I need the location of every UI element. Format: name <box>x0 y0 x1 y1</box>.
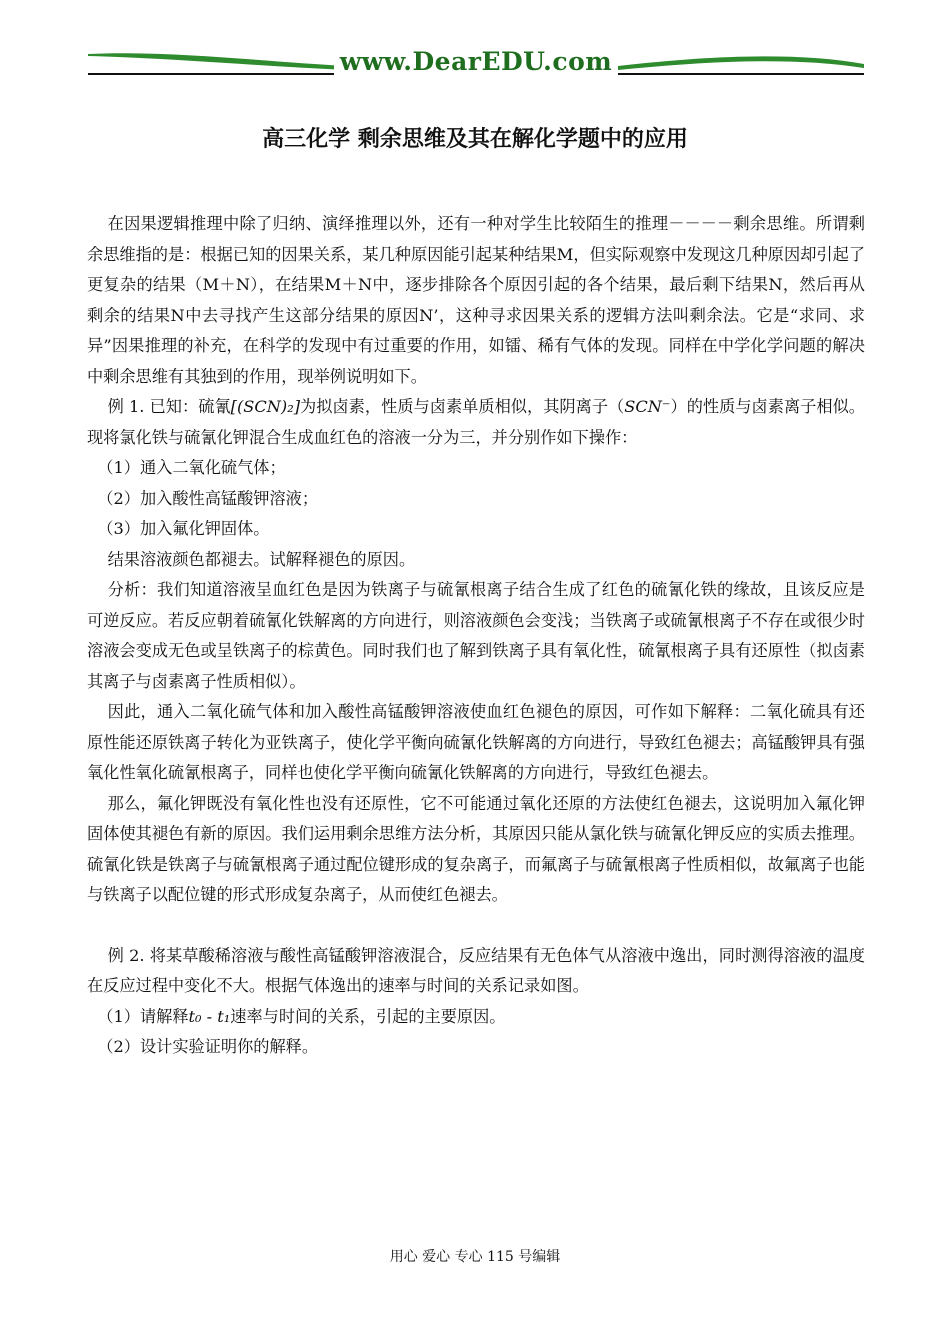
formula-thiocyanate-ion: SCN⁻ <box>624 397 671 416</box>
example1-explanation-1: 因此，通入二氧化硫气体和加入酸性高锰酸钾溶液使血红色褪色的原因，可作如下解释：二氧化硫具有还原性能还原铁离子转化为亚铁离子，使化学平衡向硫氰化铁解离的方向进行，导致红色褪去；高锰酸钾具有强氧化性氧化硫氰根离子，同样也使化学平衡向硫氰化铁解离的方向进行，导致红色褪去。 <box>87 702 865 782</box>
example1-result: 结果溶液颜色都褪去。试解释褪色的原因。 <box>107 549 416 569</box>
example1-analysis: 分析：我们知道溶液呈血红色是因为铁离子与硫氰根离子结合生成了红色的硫氰化铁的缘故，且该反应是可逆反应。若反应朝着硫氰化铁解离的方向进行，则溶液颜色会变浅；当铁离子或硫氰根离子不存在或很少时溶液会变成无色或呈铁离子的棕黄色。同时我们也了解到铁离子具有氧化性，硫氰根离子具有还原性（拟卤素其离子与卤素离子性质相似）。 <box>87 580 865 691</box>
example1-question: 例 1. 已知：硫氰[(SCN)₂]为拟卤素，性质与卤素单质相似，其阴离子（SCN⁻）的性质与卤素离子相似。现将氯化铁与硫氰化钾混合生成血红色的溶液一分为三，并分别作如下操作： <box>87 397 865 447</box>
example1-item-1: （1）通入二氧化硫气体； <box>97 458 286 477</box>
formula-thiocyanogen: [(SCN)₂] <box>230 397 301 416</box>
example2-item-2: （2）设计实验证明你的解释。 <box>97 1037 319 1056</box>
site-header-banner <box>88 44 864 80</box>
site-logo-text[interactable]: www.DearEDU.com <box>334 47 619 76</box>
intro-paragraph: 在因果逻辑推理中除了归纳、演绎推理以外，还有一种对学生比较陌生的推理－－－－剩余思维。所谓剩余思维指的是：根据已知的因果关系，某几种原因能引起某种结果M，但实际观察中发现这几种原因却引起了更复杂的结果（M＋N），在结果M＋N中，逐步排除各个原因引起的各个结果，最后剩下结果N，然后再从剩余的结果N中去寻找产生这部分结果的原因N’，这种寻求因果关系的逻辑方法叫剩余法。它是“求同、求异”因果推理的补充，在科学的发现中有过重要的作用，如镭、稀有气体的发现。同样在中学化学问题的解决中剩余思维有其独到的作用，现举例说明如下。 <box>87 214 865 386</box>
example2-question: 例 2. 将某草酸稀溶液与酸性高锰酸钾溶液混合，反应结果有无色体气从溶液中逸出，同时测得溶液的温度在反应过程中变化不大。根据气体逸出的速率与时间的关系记录如图。 <box>87 945 865 995</box>
example2-item-1: （1）请解释t₀ - t₁速率与时间的关系，引起的主要原因。 <box>97 1006 506 1026</box>
example1-item-2: （2）加入酸性高锰酸钾溶液； <box>97 488 319 508</box>
page-title: 高三化学 剩余思维及其在解化学题中的应用 <box>262 127 688 152</box>
document-body <box>87 209 865 1063</box>
page-footer: 用心 爱心 专心 115 号编辑 <box>389 1249 561 1265</box>
example1-explanation-2: 那么，氟化钾既没有氧化性也没有还原性，它不可能通过氧化还原的方法使红色褪去，这说明加入氟化钾固体使其褪色有新的原因。我们运用剩余思维方法分析，其原因只能从氯化铁与硫氰化钾反应的实质去推理。硫氰化铁是铁离子与硫氰根离子通过配位键形成的复杂离子，而氟离子与硫氰根离子性质相似，故氟离子也能与铁离子以配位键的形式形成复杂离子，从而使红色褪去。 <box>87 793 865 904</box>
formula-time-interval: t₀ - t₁ <box>188 1006 231 1026</box>
example1-item-3: （3）加入氟化钾固体。 <box>97 519 270 538</box>
